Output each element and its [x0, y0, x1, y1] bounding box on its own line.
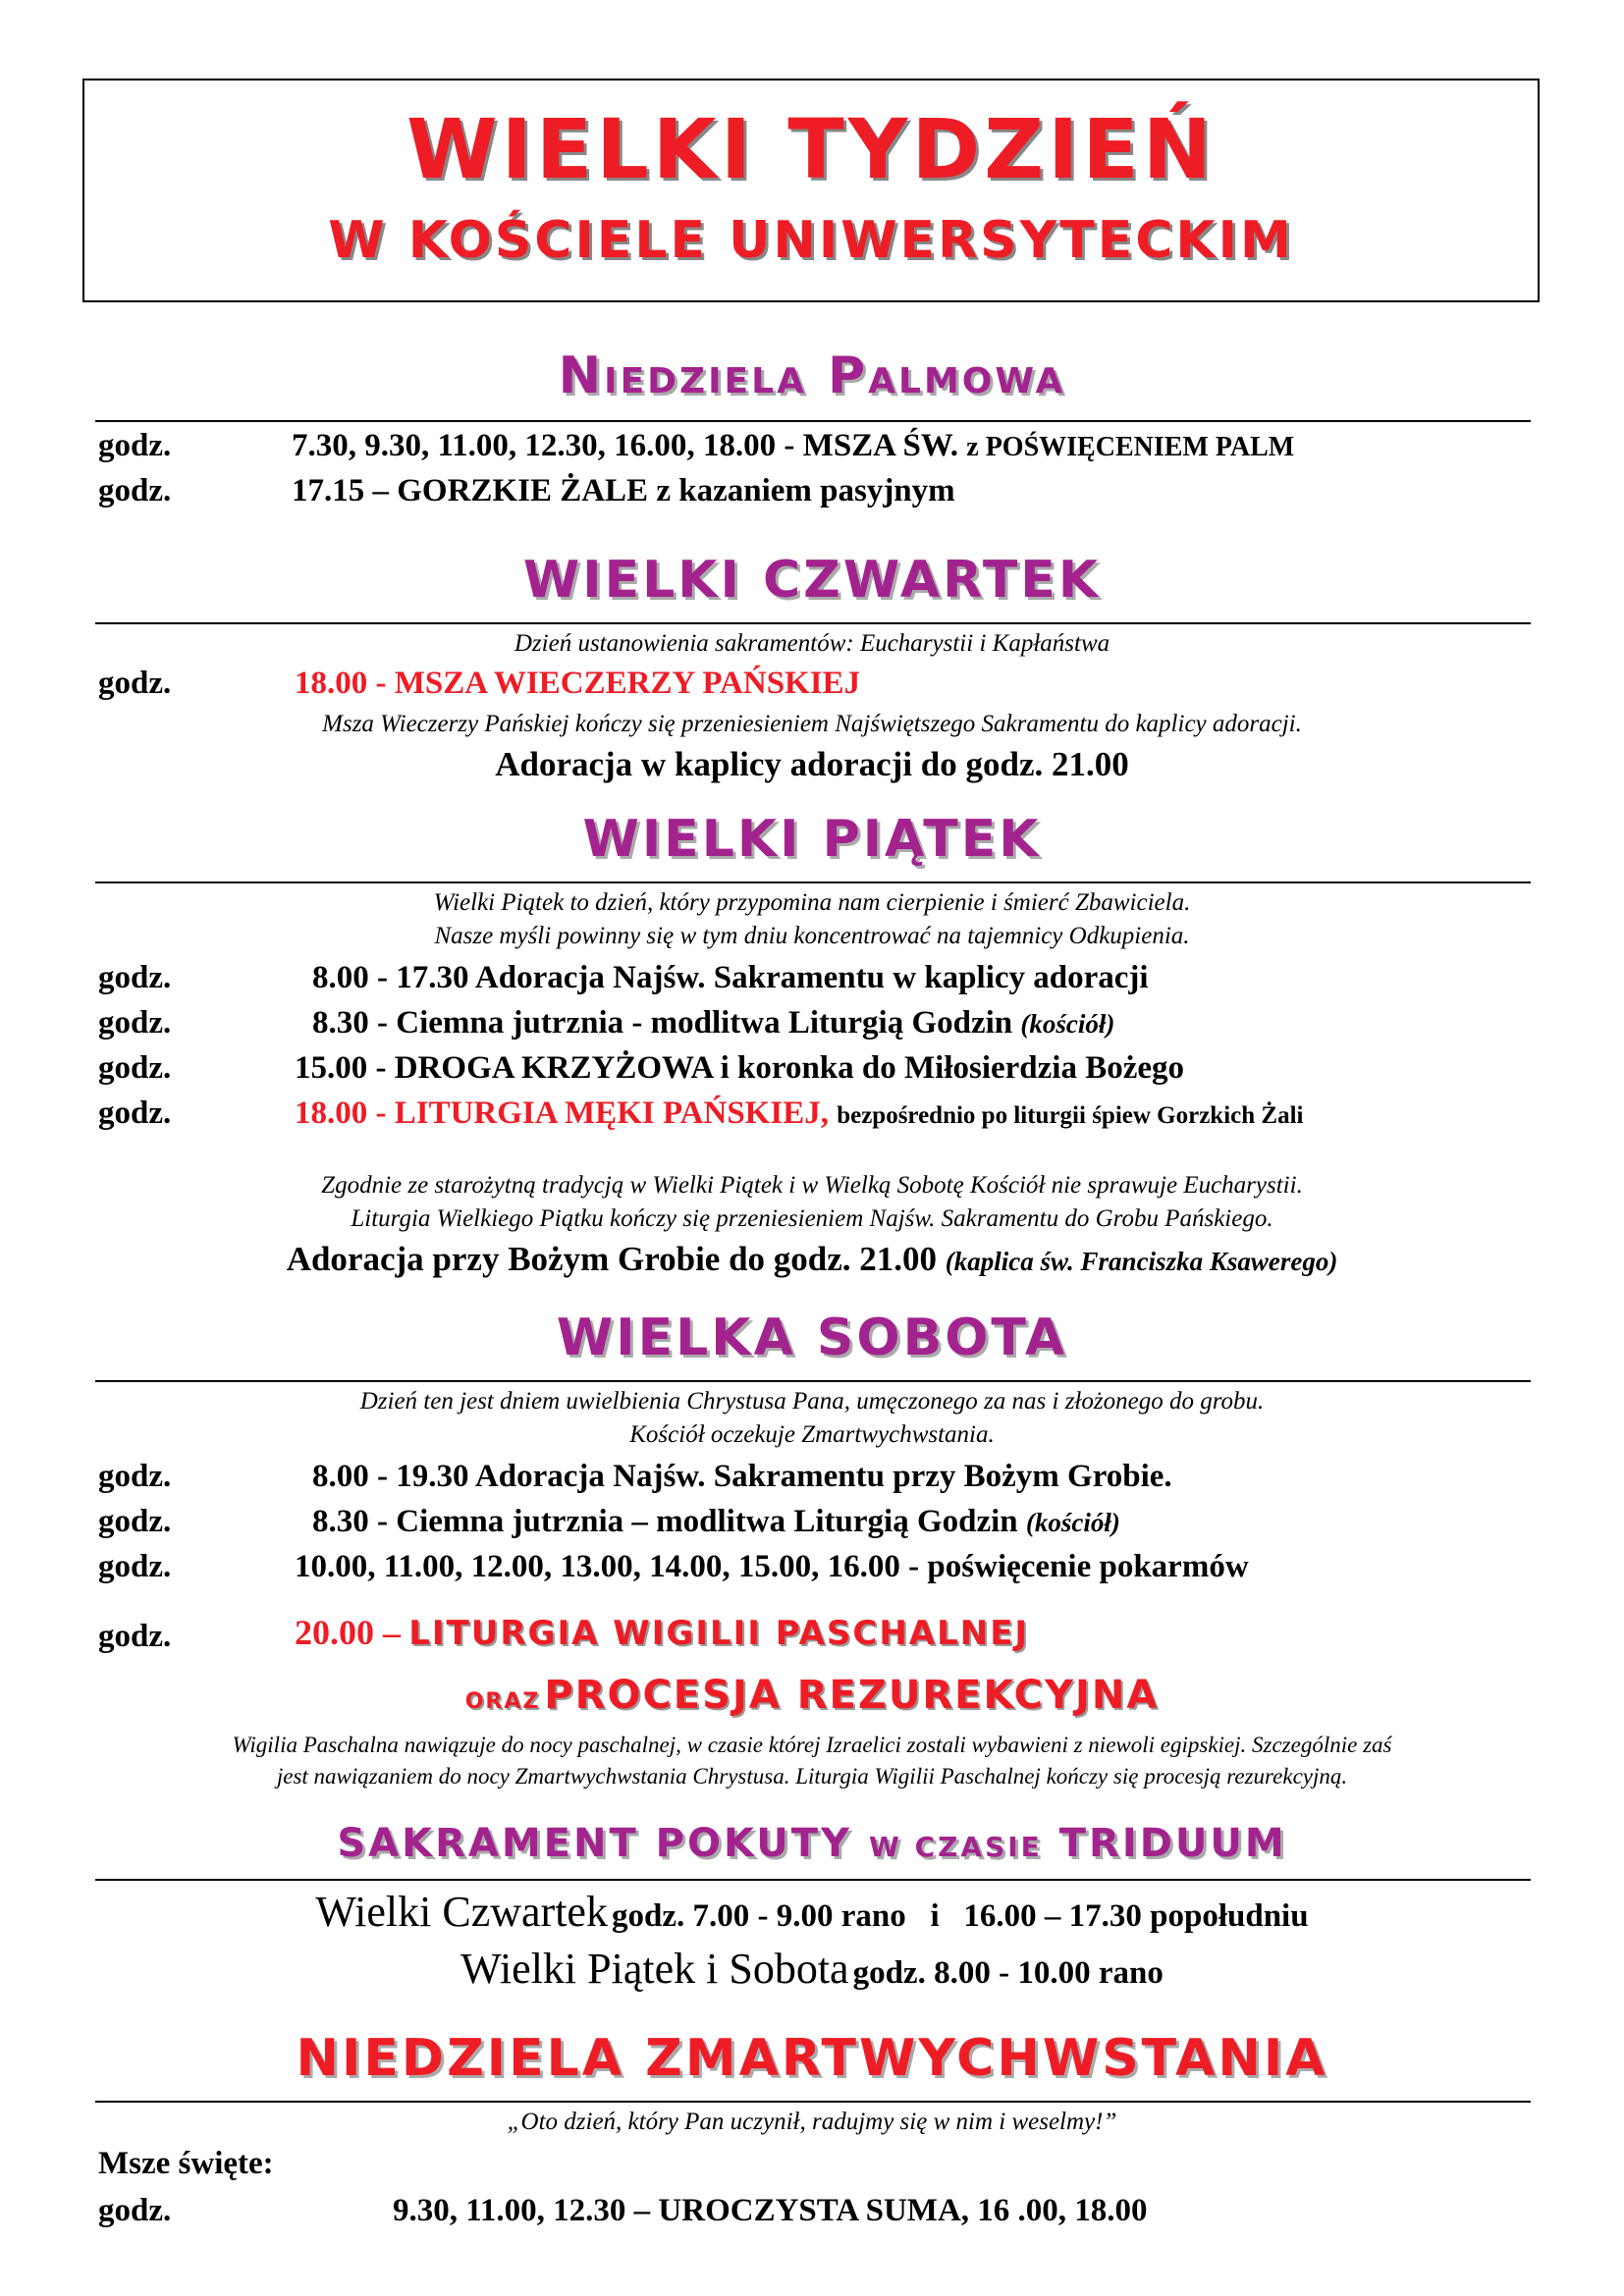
palm-sunday-mass-times: 7.30, 9.30, 11.00, 12.30, 16.00, 18.00 - MSZA ŚW.	[292, 428, 959, 463]
divider	[95, 1380, 1531, 1382]
palm-sunday-gorzkie-zale: 17.15 – GORZKIE ŻALE z kazaniem pasyjnym	[292, 473, 955, 508]
confession-hours-2: godz. 8.00 - 10.00 rano	[852, 1955, 1164, 1991]
godz-label: godz.	[98, 428, 172, 463]
easter-quote: „Oto dzień, który Pan uczynił, radujmy się w nim i weselmy!”	[507, 2109, 1117, 2135]
good-friday-jutrznia: 8.30 - Ciemna jutrznia - modlitwa Liturgią Godzin	[312, 1005, 1013, 1041]
godz-label: godz.	[98, 1504, 172, 1539]
holy-saturday-blessing: 10.00, 11.00, 12.00, 13.00, 14.00, 15.00, 16.00 - poświęcenie pokarmów	[295, 1549, 1249, 1584]
confession-day-1: Wielki Czwartek	[315, 1888, 608, 1936]
holy-saturday-intro-1: Dzień ten jest dniem uwielbienia Chrystusa Pana, umęczonego za nas i złożonego do grobu.	[359, 1388, 1265, 1415]
good-friday-intro-2: Nasze myśli powinny się w tym dniu koncentrować na tajemnicy Odkupienia.	[434, 923, 1190, 949]
confession-heading-c: TRIDUUM	[1058, 1821, 1287, 1866]
godz-label: godz.	[98, 960, 172, 995]
heading-good-friday: WIELKI PIĄTEK	[582, 810, 1042, 869]
holy-saturday-row-5	[0, 1671, 1624, 1729]
godz-label: godz.	[98, 1619, 172, 1654]
holy-saturday-note-2: jest nawiązaniem do nocy Zmartwychwstania Chrystusa. Liturgia Wigilii Paschalnej kończy się procesją rezurekcyjną.	[276, 1764, 1348, 1789]
holy-thursday-intro: Dzień ustanowienia sakramentów: Eucharystii i Kapłaństwa	[514, 630, 1110, 657]
divider	[95, 1879, 1531, 1881]
holy-saturday-adoration: 8.00 - 19.30 Adoracja Najśw. Sakramentu przy Bożym Grobie.	[312, 1459, 1172, 1494]
holy-saturday-oraz: ORAZ	[464, 1689, 541, 1714]
poster-title: WIELKI TYDZIEŃ	[406, 101, 1217, 197]
confession-line-2	[0, 1942, 1624, 2006]
good-friday-adoration-hours: 8.00 - 17.30 Adoracja Najśw. Sakramentu w kaplicy adoracji	[312, 960, 1149, 995]
holy-thursday-note: Msza Wieczerzy Pańskiej kończy się przeniesieniem Najświętszego Sakramentu do kaplicy adoracji.	[322, 711, 1302, 737]
easter-mass-times: 9.30, 11.00, 12.30 – UROCZYSTA SUMA, 16 .00, 18.00	[393, 2193, 1148, 2228]
confession-heading-a: SAKRAMENT POKUTY	[337, 1821, 852, 1866]
godz-label: godz.	[98, 1095, 172, 1131]
divider	[95, 622, 1531, 624]
heading-holy-thursday: WIELKI CZWARTEK	[522, 551, 1102, 610]
godz-label: godz.	[98, 1549, 172, 1584]
good-friday-note-2: Liturgia Wielkiego Piątku kończy się przeniesieniem Najśw. Sakramentu do Grobu Pańskiego.	[351, 1205, 1273, 1232]
holy-thursday-adoration: Adoracja w kaplicy adoracji do godz. 21.00	[495, 745, 1129, 783]
heading-easter-sunday: NIEDZIELA ZMARTWYCHWSTANIA	[296, 2029, 1328, 2088]
godz-label: godz.	[98, 1050, 172, 1086]
godz-label: godz.	[98, 473, 172, 508]
palm-sunday-mass-tail: z POŚWIĘCENIEM PALM	[966, 432, 1295, 462]
good-friday-droga-krzyzowa: 15.00 - DROGA KRZYŻOWA i koronka do Miłosierdzia Bożego	[295, 1050, 1185, 1086]
divider	[95, 881, 1531, 883]
good-friday-liturgy: 18.00 - LITURGIA MĘKI PAŃSKIEJ,	[295, 1095, 829, 1131]
good-friday-liturgy-tail: bezpośrednio po liturgii śpiew Gorzkich Żali	[837, 1102, 1304, 1129]
confession-day-2: Wielki Piątek i Sobota	[460, 1945, 849, 1993]
good-friday-note-1: Zgodnie ze starożytną tradycją w Wielki Piątek i w Wielką Sobotę Kościół nie sprawuje Eucharystii.	[321, 1172, 1303, 1199]
holy-saturday-procession: PROCESJA REZUREKCYJNA	[544, 1673, 1160, 1718]
holy-saturday-intro-2: Kościół oczekuje Zmartwychwstania.	[629, 1421, 995, 1448]
holy-thursday-mass: 18.00 - MSZA WIECZERZY PAŃSKIEJ	[295, 666, 861, 701]
confession-heading-b: W CZASIE	[868, 1831, 1043, 1863]
godz-label: godz.	[98, 1459, 172, 1494]
heading-holy-saturday: WIELKA SOBOTA	[556, 1308, 1068, 1367]
good-friday-jutrznia-place: (kościół)	[1020, 1009, 1115, 1039]
divider	[95, 420, 1531, 422]
heading-confession	[0, 1818, 1624, 1873]
holy-saturday-jutrznia: 8.30 - Ciemna jutrznia – modlitwa Liturgią Godzin	[312, 1504, 1018, 1539]
holy-saturday-vigil: LITURGIA WIGILII PASCHALNEJ	[408, 1614, 1030, 1653]
good-friday-adoration-place: (kaplica św. Franciszka Ksawerego)	[945, 1247, 1338, 1276]
divider	[95, 2101, 1531, 2103]
holy-saturday-vigil-time: 20.00 –	[295, 1613, 401, 1652]
easter-masses-label: Msze święte:	[98, 2146, 274, 2181]
godz-label: godz.	[98, 1005, 172, 1041]
poster-subtitle: W KOŚCIELE UNIWERSYTECKIM	[328, 211, 1294, 270]
good-friday-intro-1: Wielki Piątek to dzień, który przypomina nam cierpienie i śmierć Zbawiciela.	[433, 889, 1191, 916]
godz-label: godz.	[98, 2193, 172, 2228]
holy-saturday-note-1: Wigilia Paschalna nawiązuje do nocy paschalnej, w czasie której Izraelici zostali wybawieni z niewoli egipskiej. Szczególnie zaś	[232, 1733, 1392, 1757]
godz-label: godz.	[98, 666, 172, 701]
title-box	[82, 79, 1540, 302]
good-friday-adoration-line	[0, 1239, 1624, 1282]
holy-saturday-jutrznia-place: (kościół)	[1025, 1508, 1120, 1537]
heading-palm-sunday: Niedziela Palmowa	[558, 347, 1066, 405]
good-friday-adoration: Adoracja przy Bożym Grobie do godz. 21.00	[286, 1240, 938, 1278]
confession-hours-1: godz. 7.00 - 9.00 rano i 16.00 – 17.30 popołudniu	[611, 1898, 1309, 1934]
confession-line-1	[0, 1885, 1624, 1949]
